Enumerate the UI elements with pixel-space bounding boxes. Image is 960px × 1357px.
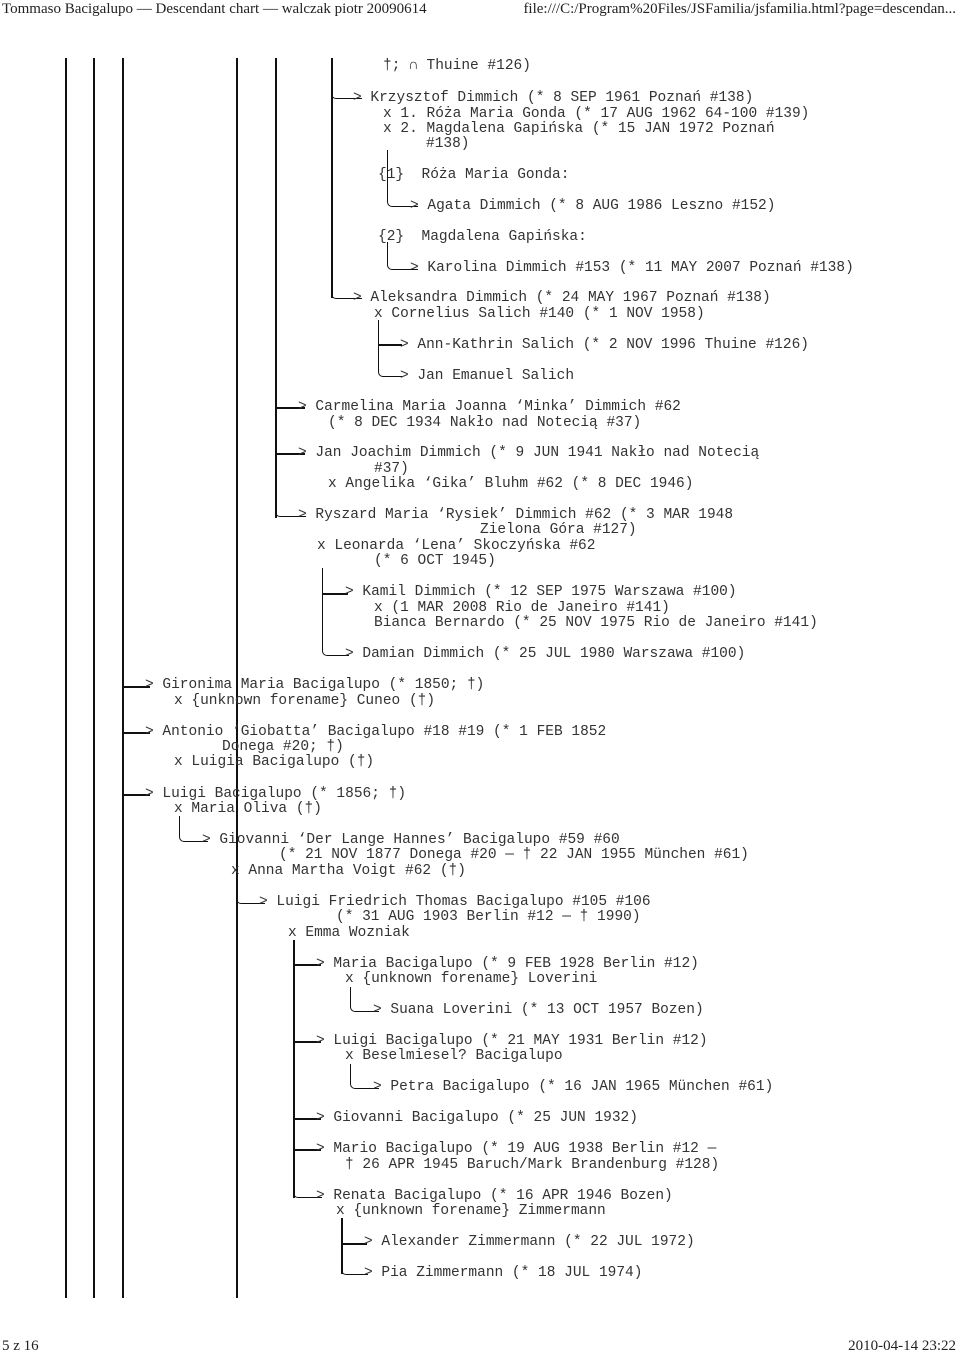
print-datetime: 2010-04-14 23:22 — [848, 1338, 956, 1354]
person-entry: > Alexander Zimmermann (* 22 JUL 1972) — [364, 1234, 695, 1250]
page-url: file:///C:/Program%20Files/JSFamilia/jsfamilia.html?page=descendan... — [523, 1, 956, 17]
person-entry: > Gironima Maria Bacigalupo (* 1850; †) — [145, 677, 485, 693]
person-entry: > Karolina Dimmich #153 (* 11 MAY 2007 Poznań #138) — [410, 260, 854, 276]
spouse-entry: x (1 MAR 2008 Rio de Janeiro #141) — [374, 600, 670, 616]
person-entry: > Maria Bacigalupo (* 9 FEB 1928 Berlin #12) — [316, 956, 699, 972]
person-entry: > Luigi Bacigalupo (* 1856; †) — [145, 786, 407, 802]
entry-text: † 26 APR 1945 Baruch/Mark Brandenburg #128) — [345, 1157, 720, 1173]
person-entry: > Aleksandra Dimmich (* 24 MAY 1967 Poznań #138) — [353, 290, 771, 306]
entry-text: (* 8 DEC 1934 Nakło nad Notecią #37) — [328, 415, 642, 431]
branch-connector — [322, 568, 349, 656]
person-entry: > Krzysztof Dimmich (* 8 SEP 1961 Poznań #138) — [353, 90, 754, 106]
person-entry: > Suana Loverini (* 13 OCT 1957 Bozen) — [373, 1002, 704, 1018]
entry-text: Bianca Bernardo (* 25 NOV 1975 Rio de Janeiro #141) — [374, 615, 818, 631]
person-entry: > Jan Emanuel Salich — [400, 368, 575, 384]
person-entry: > Antonio ‘Giobatta’ Bacigalupo #18 #19 (* 1 FEB 1852 — [145, 724, 607, 740]
person-entry: > Pia Zimmermann (* 18 JUL 1974) — [364, 1265, 643, 1281]
page-number: 5 z 16 — [2, 1338, 39, 1354]
person-entry: > Carmelina Maria Joanna ‘Minka’ Dimmich #62 — [298, 399, 681, 415]
spouse-entry: x Maria Oliva (†) — [174, 801, 322, 817]
person-entry: > Agata Dimmich (* 8 AUG 1986 Leszno #152) — [410, 198, 776, 214]
spouse-entry: x 2. Magdalena Gapińska (* 15 JAN 1972 Poznań — [383, 121, 775, 137]
tree-line — [93, 58, 95, 1298]
person-entry: > Damian Dimmich (* 25 JUL 1980 Warszawa #100) — [345, 646, 746, 662]
person-entry: > Jan Joachim Dimmich (* 9 JUN 1941 Nakło nad Notecią — [298, 445, 760, 461]
entry-text: #37) — [374, 461, 409, 477]
spouse-entry: x Beselmiesel? Bacigalupo — [345, 1048, 563, 1064]
spouse-entry: x Angelika ‘Gika’ Bluhm #62 (* 8 DEC 1946) — [328, 476, 694, 492]
entry-text: #138) — [426, 136, 470, 152]
person-entry: > Ryszard Maria ‘Rysiek’ Dimmich #62 (* 3 MAR 1948 — [298, 507, 734, 523]
person-entry: > Giovanni Bacigalupo (* 25 JUN 1932) — [316, 1110, 638, 1126]
person-entry: > Giovanni ‘Der Lange Hannes’ Bacigalupo #59 #60 — [202, 832, 620, 848]
family-group-label: {2} Magdalena Gapińska: — [378, 229, 587, 245]
browser-print-footer — [0, 1338, 960, 1357]
spouse-entry: x {unknown forename} Cuneo (†) — [174, 693, 436, 709]
person-entry: > Luigi Friedrich Thomas Bacigalupo #105 #106 — [259, 894, 651, 910]
spouse-entry: x Cornelius Salich #140 (* 1 NOV 1958) — [374, 306, 705, 322]
person-entry: > Kamil Dimmich (* 12 SEP 1975 Warszawa #100) — [345, 584, 737, 600]
person-entry: > Luigi Bacigalupo (* 21 MAY 1931 Berlin #12) — [316, 1033, 708, 1049]
spouse-entry: x Luigia Bacigalupo (†) — [174, 754, 375, 770]
tree-line — [65, 58, 67, 1298]
family-group-label: {1} Róża Maria Gonda: — [378, 167, 570, 183]
entry-text: †; ∩ Thuine #126) — [383, 58, 531, 74]
entry-text: Zielona Góra #127) — [480, 522, 637, 538]
entry-text: (* 21 NOV 1877 Donega #20 — † 22 JAN 1955 München #61) — [279, 847, 749, 863]
spouse-entry: x Anna Martha Voigt #62 (†) — [231, 863, 466, 879]
page-title: Tommaso Bacigalupo — Descendant chart — walczak piotr 20090614 — [2, 1, 427, 17]
spouse-entry: x Leonarda ‘Lena’ Skoczyńska #62 — [317, 538, 596, 554]
tree-line — [293, 940, 295, 1198]
person-entry: > Ann-Kathrin Salich (* 2 NOV 1996 Thuine #126) — [400, 337, 809, 353]
spouse-entry: x Emma Wozniak — [288, 925, 410, 941]
spouse-entry: x {unknown forename} Loverini — [345, 971, 598, 987]
tree-line — [275, 58, 277, 518]
entry-text: Donega #20; †) — [222, 739, 344, 755]
entry-text: (* 31 AUG 1903 Berlin #12 — † 1990) — [336, 909, 641, 925]
person-entry: > Mario Bacigalupo (* 19 AUG 1938 Berlin #12 — — [316, 1141, 717, 1157]
spouse-entry: x 1. Róża Maria Gonda (* 17 AUG 1962 64-100 #139) — [383, 106, 810, 122]
tree-line — [122, 58, 124, 1298]
person-entry: > Renata Bacigalupo (* 16 APR 1946 Bozen) — [316, 1188, 673, 1204]
entry-text: (* 6 OCT 1945) — [374, 553, 496, 569]
spouse-entry: x {unknown forename} Zimmermann — [336, 1203, 606, 1219]
person-entry: > Petra Bacigalupo (* 16 JAN 1965 München #61) — [373, 1079, 774, 1095]
